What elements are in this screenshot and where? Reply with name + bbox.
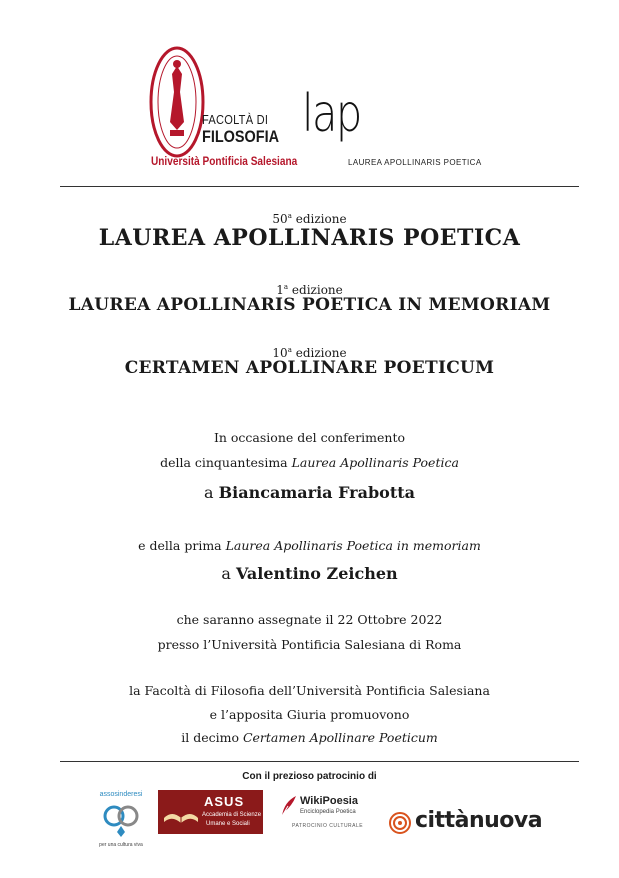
body-line-4: che saranno assegnate il 22 Ottobre 2022 xyxy=(176,612,443,627)
wikipoesia-tag: PATROCINIO CULTURALE xyxy=(292,823,364,829)
lap-logo-mark: lap xyxy=(302,84,361,144)
asus-line-2: Umane e Sociali xyxy=(206,821,250,827)
wikipoesia-subtitle: Enciclopedia Poetica xyxy=(300,809,356,815)
open-book-icon xyxy=(162,798,200,828)
body-line-3 xyxy=(0,540,619,553)
faculty-line-2: FILOSOFIA xyxy=(202,127,280,146)
wikipoesia-name: WikiPoesia xyxy=(300,795,358,807)
cittanuova-spiral-icon xyxy=(388,811,412,835)
honoree-1 xyxy=(0,485,619,501)
honoree-2 xyxy=(0,566,619,582)
asus-line-1: Accademia di Scienze xyxy=(202,812,262,818)
body-line-8-text: il decimo xyxy=(181,730,243,745)
body-line-2-text: della cinquantesima xyxy=(160,455,292,470)
edition-title-1: LAUREA APOLLINARIS POETICA xyxy=(98,225,521,251)
body-line-3-text: e della prima xyxy=(138,538,226,553)
edition-number: 50 xyxy=(272,212,288,226)
honoree-1-prefix: a xyxy=(204,483,219,502)
honoree-2-name: Valentino Zeichen xyxy=(235,564,398,583)
body-line-2 xyxy=(0,457,619,470)
edition-label-1 xyxy=(0,213,619,225)
lap-logo-subtitle: LAUREA APOLLINARIS POETICA xyxy=(348,158,482,167)
edition-word: edizione xyxy=(295,346,347,360)
quill-icon xyxy=(278,794,298,818)
assosinderesi-name: assosinderesi xyxy=(99,791,143,798)
faculty-line-3: Università Pontificia Salesiana xyxy=(151,154,298,168)
edition-suffix: a xyxy=(283,283,289,291)
body-line-8 xyxy=(0,732,619,745)
assosinderesi-tagline: per una cultura viva xyxy=(99,842,143,848)
patronage-label: Con il prezioso patrocinio di xyxy=(242,771,377,782)
assosinderesi-logo xyxy=(92,791,150,853)
bottom-divider xyxy=(60,761,579,762)
edition-title-3: CERTAMEN APOLLINARE POETICUM xyxy=(124,358,495,378)
edition-suffix: a xyxy=(287,212,292,220)
top-divider xyxy=(60,186,579,187)
body-line-6: la Facoltà di Filosofia dell’Università Pontificia Salesiana xyxy=(129,683,490,698)
edition-word: edizione xyxy=(295,212,347,226)
edition-title-2: LAUREA APOLLINARIS POETICA IN MEMORIAM xyxy=(68,295,551,315)
faculty-line-1: FACOLTÀ DI xyxy=(202,112,269,127)
body-line-1: In occasione del conferimento xyxy=(213,430,406,445)
body-line-7: e l’apposita Giuria promuovono xyxy=(209,707,410,722)
honoree-1-name: Biancamaria Frabotta xyxy=(218,483,415,502)
wikipoesia-logo xyxy=(278,794,378,832)
cittanuova-logo xyxy=(388,808,583,838)
honoree-2-prefix: a xyxy=(221,564,236,583)
body-line-8-title: Certamen Apollinare Poeticum xyxy=(242,730,438,745)
edition-number: 10 xyxy=(272,346,288,360)
asus-name: ASUS xyxy=(204,794,245,809)
university-seal-logo xyxy=(148,44,206,168)
cittanuova-name: cittànuova xyxy=(415,808,543,833)
body-line-2-title: Laurea Apollinaris Poetica xyxy=(291,455,459,470)
edition-suffix: a xyxy=(287,346,292,354)
edition-number: 1 xyxy=(276,283,284,297)
asus-logo xyxy=(158,790,263,834)
body-line-5: presso l’Università Pontificia Salesiana di Roma xyxy=(157,637,462,652)
body-line-3-title: Laurea Apollinaris Poetica in memoriam xyxy=(225,538,481,553)
edition-word: edizione xyxy=(291,283,343,297)
assosinderesi-knot-icon xyxy=(92,798,150,838)
